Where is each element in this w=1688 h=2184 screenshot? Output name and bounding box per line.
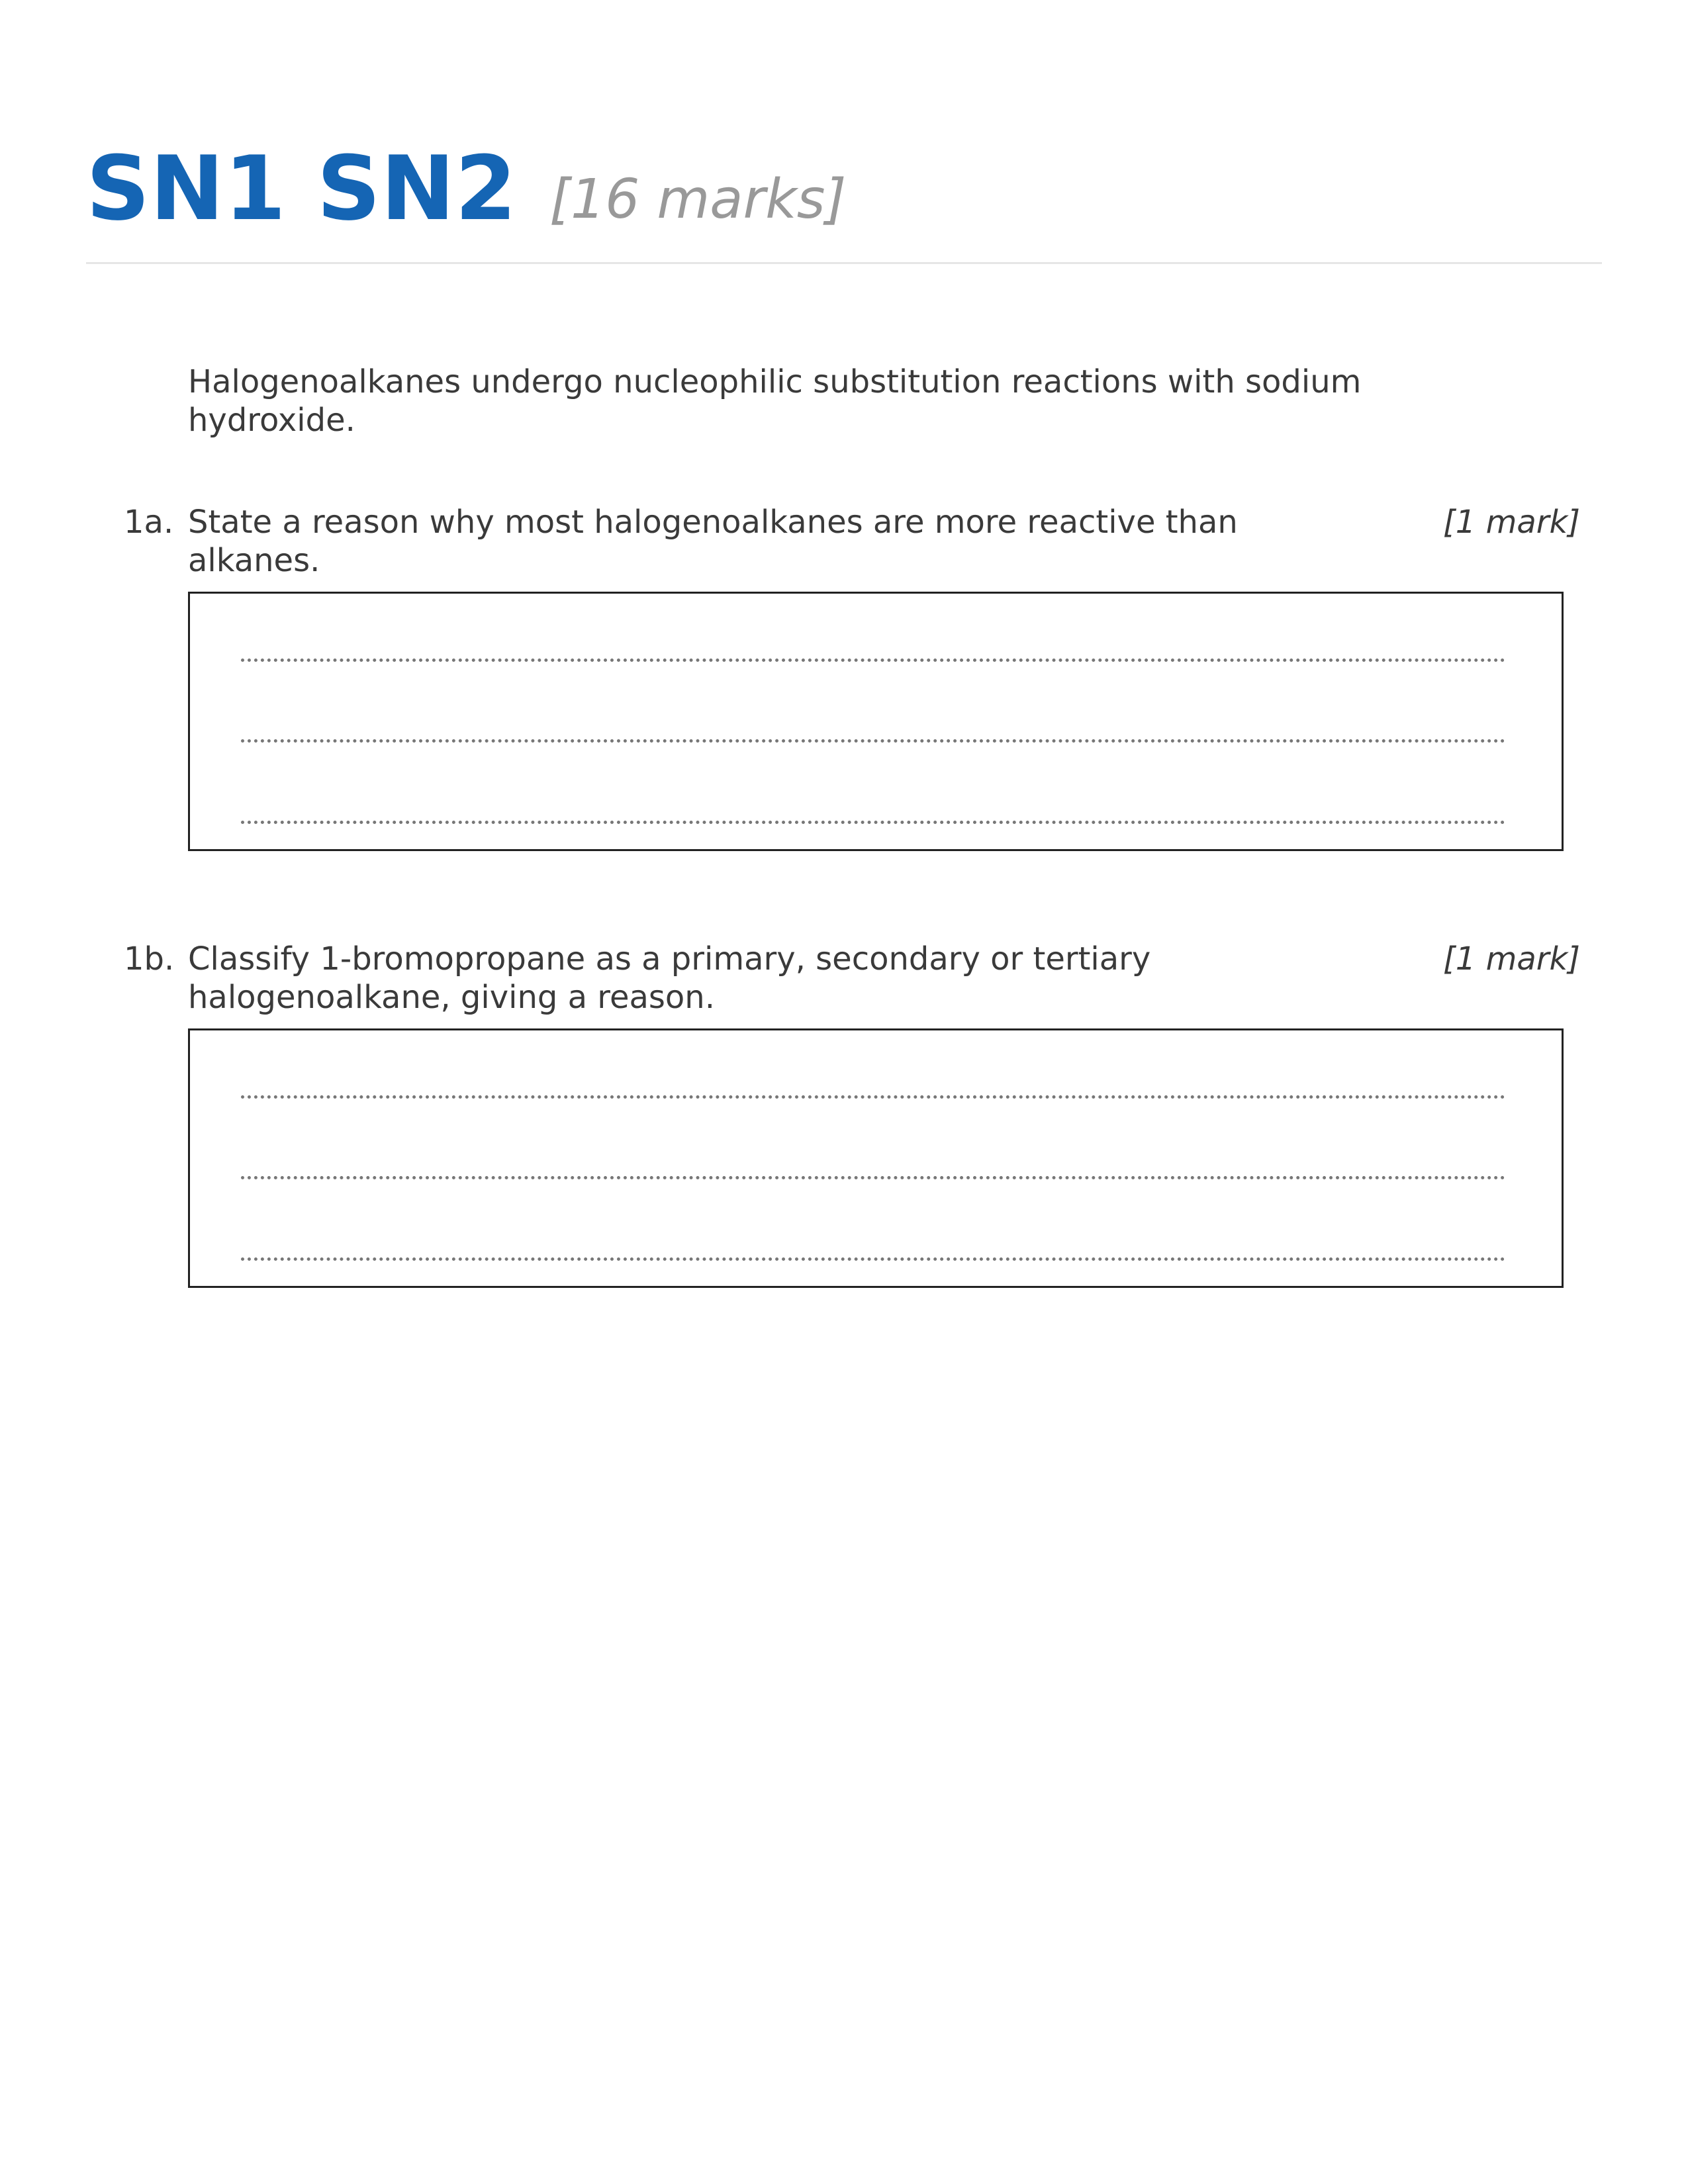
page-header <box>86 136 1602 264</box>
answer-box[interactable] <box>188 1028 1564 1288</box>
question-number: 1a. <box>124 504 174 541</box>
question-marks: [1 mark] <box>1443 504 1580 541</box>
answer-line[interactable] <box>241 659 1505 662</box>
page-title: SN1 SN2 <box>86 137 517 240</box>
question-number: 1b. <box>124 940 175 978</box>
total-marks: [16 marks] <box>549 168 847 231</box>
answer-line[interactable] <box>241 1176 1505 1179</box>
answer-line[interactable] <box>241 821 1505 824</box>
question-text: State a reason why most halogenoalkanes are more reactive than alkanes. <box>188 504 1238 579</box>
answer-line[interactable] <box>241 1257 1505 1261</box>
answer-line[interactable] <box>241 739 1505 743</box>
answer-line[interactable] <box>241 1095 1505 1099</box>
intro-text: Halogenoalkanes undergo nucleophilic substitution reactions with sodium hydroxide. <box>188 363 1362 439</box>
question-marks: [1 mark] <box>1443 940 1580 978</box>
answer-box[interactable] <box>188 592 1564 851</box>
question-text: Classify 1-bromopropane as a primary, secondary or tertiary halogenoalkane, giving a reason. <box>188 940 1151 1016</box>
